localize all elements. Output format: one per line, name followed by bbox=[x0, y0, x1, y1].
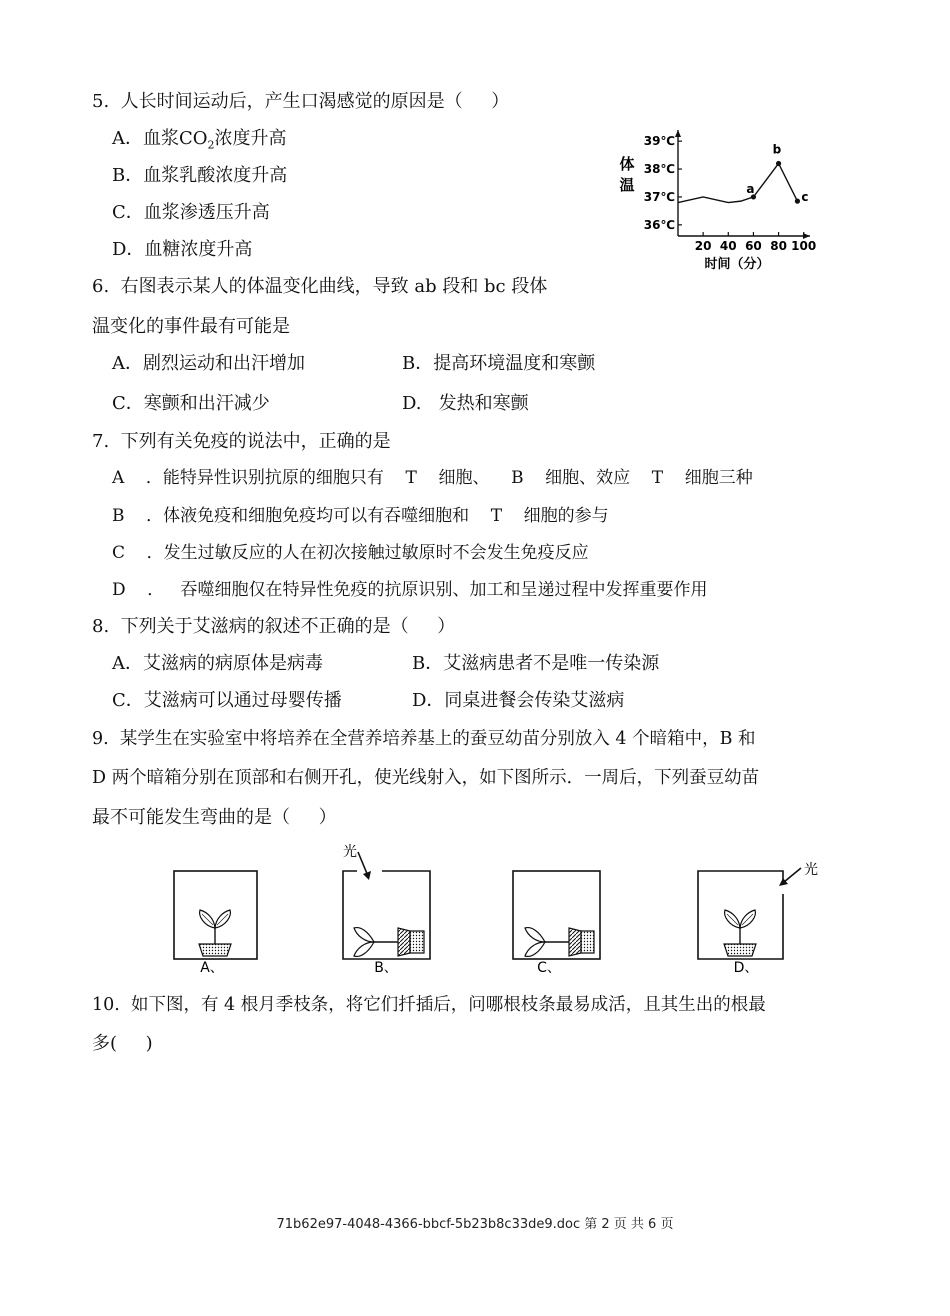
chart-ylabel-line1: 体 bbox=[619, 155, 635, 173]
box-c bbox=[513, 871, 600, 976]
temperature-line-chart bbox=[610, 122, 820, 274]
box-d bbox=[698, 861, 818, 976]
q6-option-d: D. 发热和寒颤 bbox=[402, 393, 529, 414]
box-d-light-arrow bbox=[784, 868, 801, 882]
box-b bbox=[343, 843, 430, 976]
q5-option-d: D．血糖浓度升高 bbox=[112, 239, 253, 260]
box-a-label: A、 bbox=[200, 960, 224, 976]
chart-ylabel-line2: 温 bbox=[619, 176, 635, 194]
chart-point-label-c: c bbox=[801, 190, 809, 205]
q8-option-c: C．艾滋病可以通过母婴传播 bbox=[112, 690, 342, 711]
q7-option-b: B ．体液免疫和细胞免疫均可以有吞噬细胞和 T 细胞的参与 bbox=[112, 506, 609, 526]
seedling-boxes-figure bbox=[160, 838, 840, 980]
q6-stem-line1: 6. 右图表示某人的体温变化曲线，导致 ab 段和 bc 段体 bbox=[92, 276, 548, 297]
q5-option-a-subscript: 2 bbox=[207, 138, 215, 152]
q9-stem-line1: 9. 某学生在实验室中将培养在全营养培养基上的蚕豆幼苗分别放入 4 个暗箱中，B 和 bbox=[92, 729, 756, 749]
chart-xtick-label: 80 bbox=[770, 239, 787, 253]
q8-option-d: D．同桌进餐会传染艾滋病 bbox=[412, 690, 625, 711]
chart-point-label-a: a bbox=[746, 181, 755, 196]
box-c-label: C、 bbox=[537, 960, 561, 976]
chart-ytick-label: 39℃ bbox=[643, 134, 675, 149]
q6-option-c: C．寒颤和出汗减少 bbox=[112, 393, 270, 414]
sideways-seedling-b bbox=[354, 928, 424, 957]
q7-option-d: D ． 吞噬细胞仅在特异性免疫的抗原识别、加工和呈递过程中发挥重要作用 bbox=[112, 580, 708, 600]
chart-xlabel: 时间（分） bbox=[704, 257, 770, 272]
q5-option-b: B．血浆乳酸浓度升高 bbox=[112, 165, 288, 186]
chart-xtick-label: 100 bbox=[791, 239, 817, 253]
chart-ytick-label: 36℃ bbox=[643, 217, 675, 232]
chart-series bbox=[678, 142, 809, 204]
chart-point-b bbox=[776, 161, 781, 166]
q5-option-a bbox=[112, 127, 287, 158]
chart-series-line bbox=[678, 163, 797, 202]
box-b-light-arrow bbox=[358, 852, 368, 876]
q6-option-a: A．剧烈运动和出汗增加 bbox=[112, 353, 305, 374]
chart-xtick-label: 60 bbox=[745, 239, 762, 253]
box-d-label: D、 bbox=[733, 960, 759, 976]
chart-point-c bbox=[795, 199, 800, 204]
q8-stem: 8. 下列关于艾滋病的叙述不正确的是（ ） bbox=[92, 616, 456, 637]
chart-xtick-label: 40 bbox=[719, 239, 737, 253]
chart-ytick-label: 38℃ bbox=[643, 162, 675, 177]
box-a bbox=[174, 871, 257, 976]
upright-seedling-d bbox=[724, 910, 756, 956]
q10-stem-line1: 10. 如下图，有 4 根月季枝条，将它们扦插后，问哪根枝条最易成活，且其生出的根最 bbox=[92, 995, 766, 1015]
q7-option-a: A ．能特异性识别抗原的细胞只有 T 细胞、 B 细胞、效应 T 细胞三种 bbox=[112, 468, 753, 488]
q5-option-a-suffix: 浓度升高 bbox=[214, 128, 287, 149]
box-b-light-label: 光 bbox=[343, 844, 357, 860]
q7-stem: 7. 下列有关免疫的说法中，正确的是 bbox=[92, 431, 391, 452]
q8-option-b: B．艾滋病患者不是唯一传染源 bbox=[412, 653, 660, 674]
q9-stem-line3: 最不可能发生弯曲的是（ ） bbox=[92, 807, 337, 828]
q8-option-a: A．艾滋病的病原体是病毒 bbox=[112, 653, 323, 674]
q6-option-b: B．提高环境温度和寒颤 bbox=[402, 353, 596, 374]
q6-stem-line2: 温变化的事件最有可能是 bbox=[92, 316, 290, 337]
chart-point-label-b: b bbox=[772, 142, 782, 157]
q9-stem-line2: D 两个暗箱分别在顶部和右侧开孔，使光线射入，如下图所示．一周后，下列蚕豆幼苗 bbox=[92, 768, 760, 788]
q5-option-c: C．血浆渗透压升高 bbox=[112, 202, 270, 223]
chart-xtick-label: 20 bbox=[694, 239, 712, 253]
q10-stem-line2: 多( ) bbox=[92, 1033, 153, 1054]
box-b-label: B、 bbox=[374, 960, 398, 976]
sideways-seedling-c bbox=[525, 928, 594, 957]
page-footer: 71b62e97-4048-4366-bbcf-5b23b8c33de9.doc 第 2 页 共 6 页 bbox=[276, 1217, 674, 1232]
chart-y-arrow-icon bbox=[675, 130, 681, 137]
chart-ytick-label: 37℃ bbox=[643, 189, 675, 204]
q5-stem: 5. 人长时间运动后，产生口渴感觉的原因是（ ） bbox=[92, 91, 510, 112]
upright-seedling-a bbox=[199, 910, 231, 956]
chart-ticks bbox=[644, 134, 816, 253]
box-d-light-label: 光 bbox=[804, 862, 818, 878]
q5-option-a-prefix: A．血浆CO bbox=[112, 128, 208, 149]
q7-option-c: C ．发生过敏反应的人在初次接触过敏原时不会发生免疫反应 bbox=[112, 543, 589, 563]
